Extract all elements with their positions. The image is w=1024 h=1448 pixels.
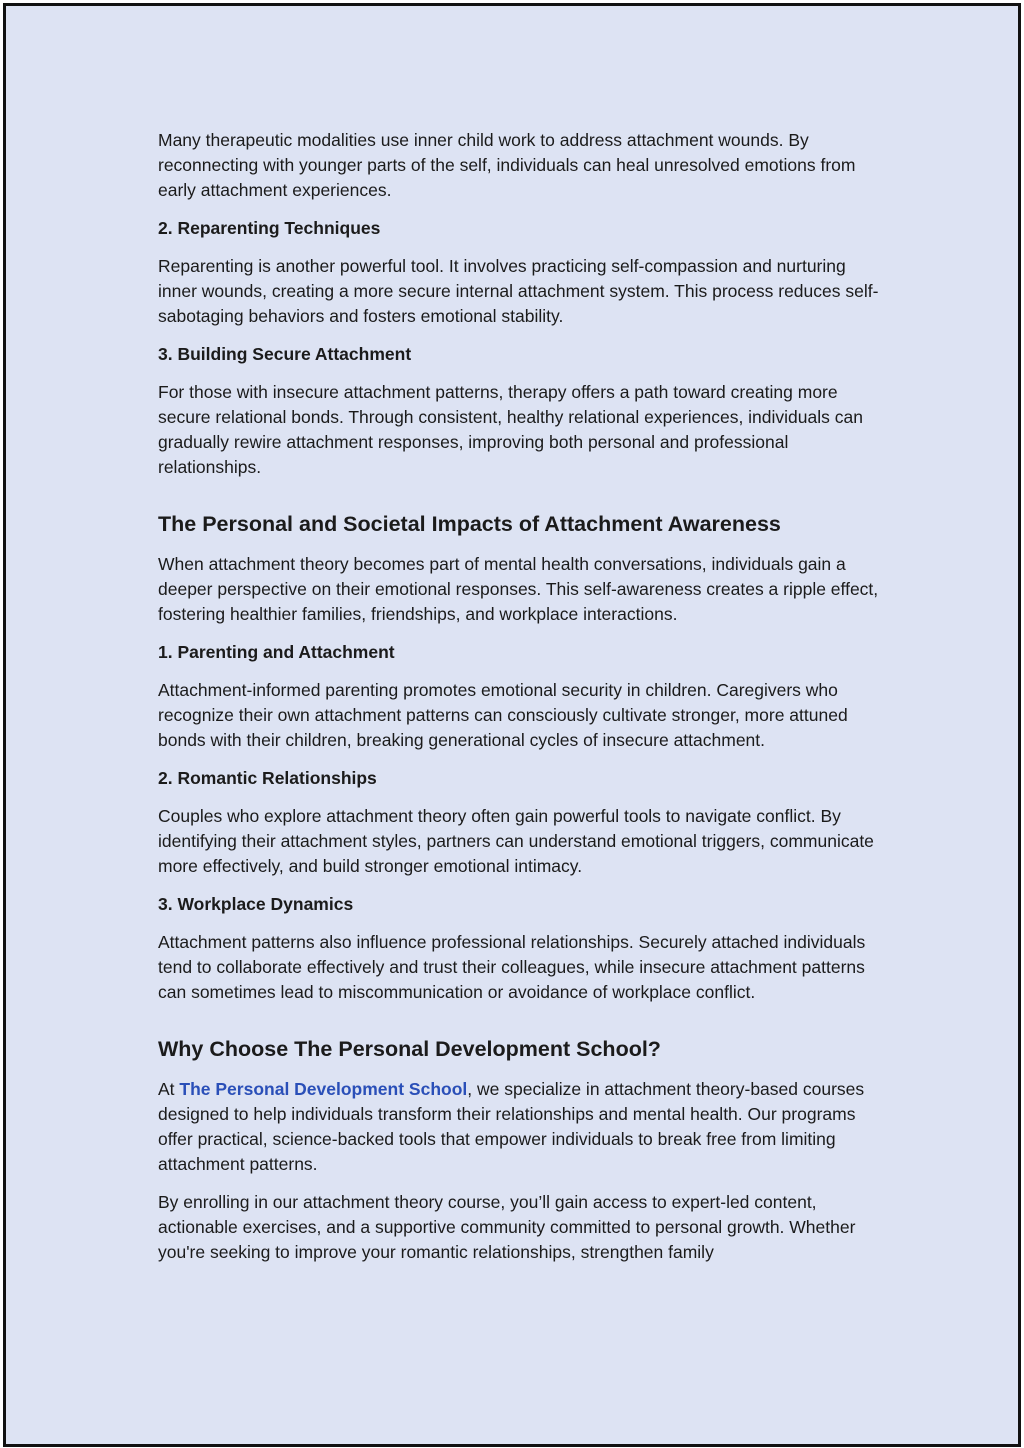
document-content [158, 128, 886, 1265]
why-choose-paragraph [158, 1077, 886, 1177]
workplace-heading: 3. Workplace Dynamics [158, 894, 354, 914]
parenting-heading: 1. Parenting and Attachment [158, 642, 395, 662]
secure-attachment-paragraph: For those with insecure attachment patterns, therapy offers a path toward creating more secure relational bonds. Through consistent, healthy relational experiences, individuals can gradually rewire attachment responses, improving both personal and professional relationships. [158, 382, 863, 477]
impacts-section-title: The Personal and Societal Impacts of Attachment Awareness [158, 512, 781, 536]
why-prefix: At [158, 1079, 180, 1099]
why-suffix: , we specialize in attachment theory-based courses designed to help individuals transform their relationships and mental health. Our programs offer practical, science-backed tools that empower individuals to break free from limiting attachment patterns. [158, 1079, 865, 1174]
reparenting-paragraph: Reparenting is another powerful tool. It involves practicing self-compassion and nurturing inner wounds, creating a more secure internal attachment system. This process reduces self-sabotaging behaviors and fosters emotional stability. [158, 256, 879, 326]
romantic-heading: 2. Romantic Relationships [158, 768, 377, 788]
why-choose-section-title: Why Choose The Personal Development School? [158, 1037, 661, 1061]
parenting-paragraph: Attachment-informed parenting promotes emotional security in children. Caregivers who recognize their own attachment patterns can consciously cultivate stronger, more attuned bonds with their children, breaking generational cycles of insecure attachment. [158, 680, 848, 750]
school-link[interactable]: The Personal Development School [179, 1079, 468, 1099]
impacts-paragraph: When attachment theory becomes part of mental health conversations, individuals gain a deeper perspective on their emotional responses. This self-awareness creates a ripple effect, fostering healthier families, friendships, and workplace interactions. [158, 554, 879, 624]
intro-paragraph: Many therapeutic modalities use inner child work to address attachment wounds. By reconnecting with younger parts of the self, individuals can heal unresolved emotions from early attachment experiences. [158, 130, 856, 200]
reparenting-heading: 2. Reparenting Techniques [158, 218, 381, 238]
workplace-paragraph: Attachment patterns also influence professional relationships. Securely attached individuals tend to collaborate effectively and trust their colleagues, while insecure attachment patterns can sometimes lead to miscommunication or avoidance of workplace conflict. [158, 932, 866, 1002]
enroll-paragraph: By enrolling in our attachment theory course, you’ll gain access to expert-led content, actionable exercises, and a supportive community committed to personal growth. Whether you're seeking to improve your romantic relationships, strengthen family [158, 1192, 856, 1262]
romantic-paragraph: Couples who explore attachment theory often gain powerful tools to navigate conflict. By identifying their attachment styles, partners can understand emotional triggers, communicate more effectively, and build stronger emotional intimacy. [158, 806, 874, 876]
document-page [3, 3, 1021, 1447]
secure-attachment-heading: 3. Building Secure Attachment [158, 344, 412, 364]
